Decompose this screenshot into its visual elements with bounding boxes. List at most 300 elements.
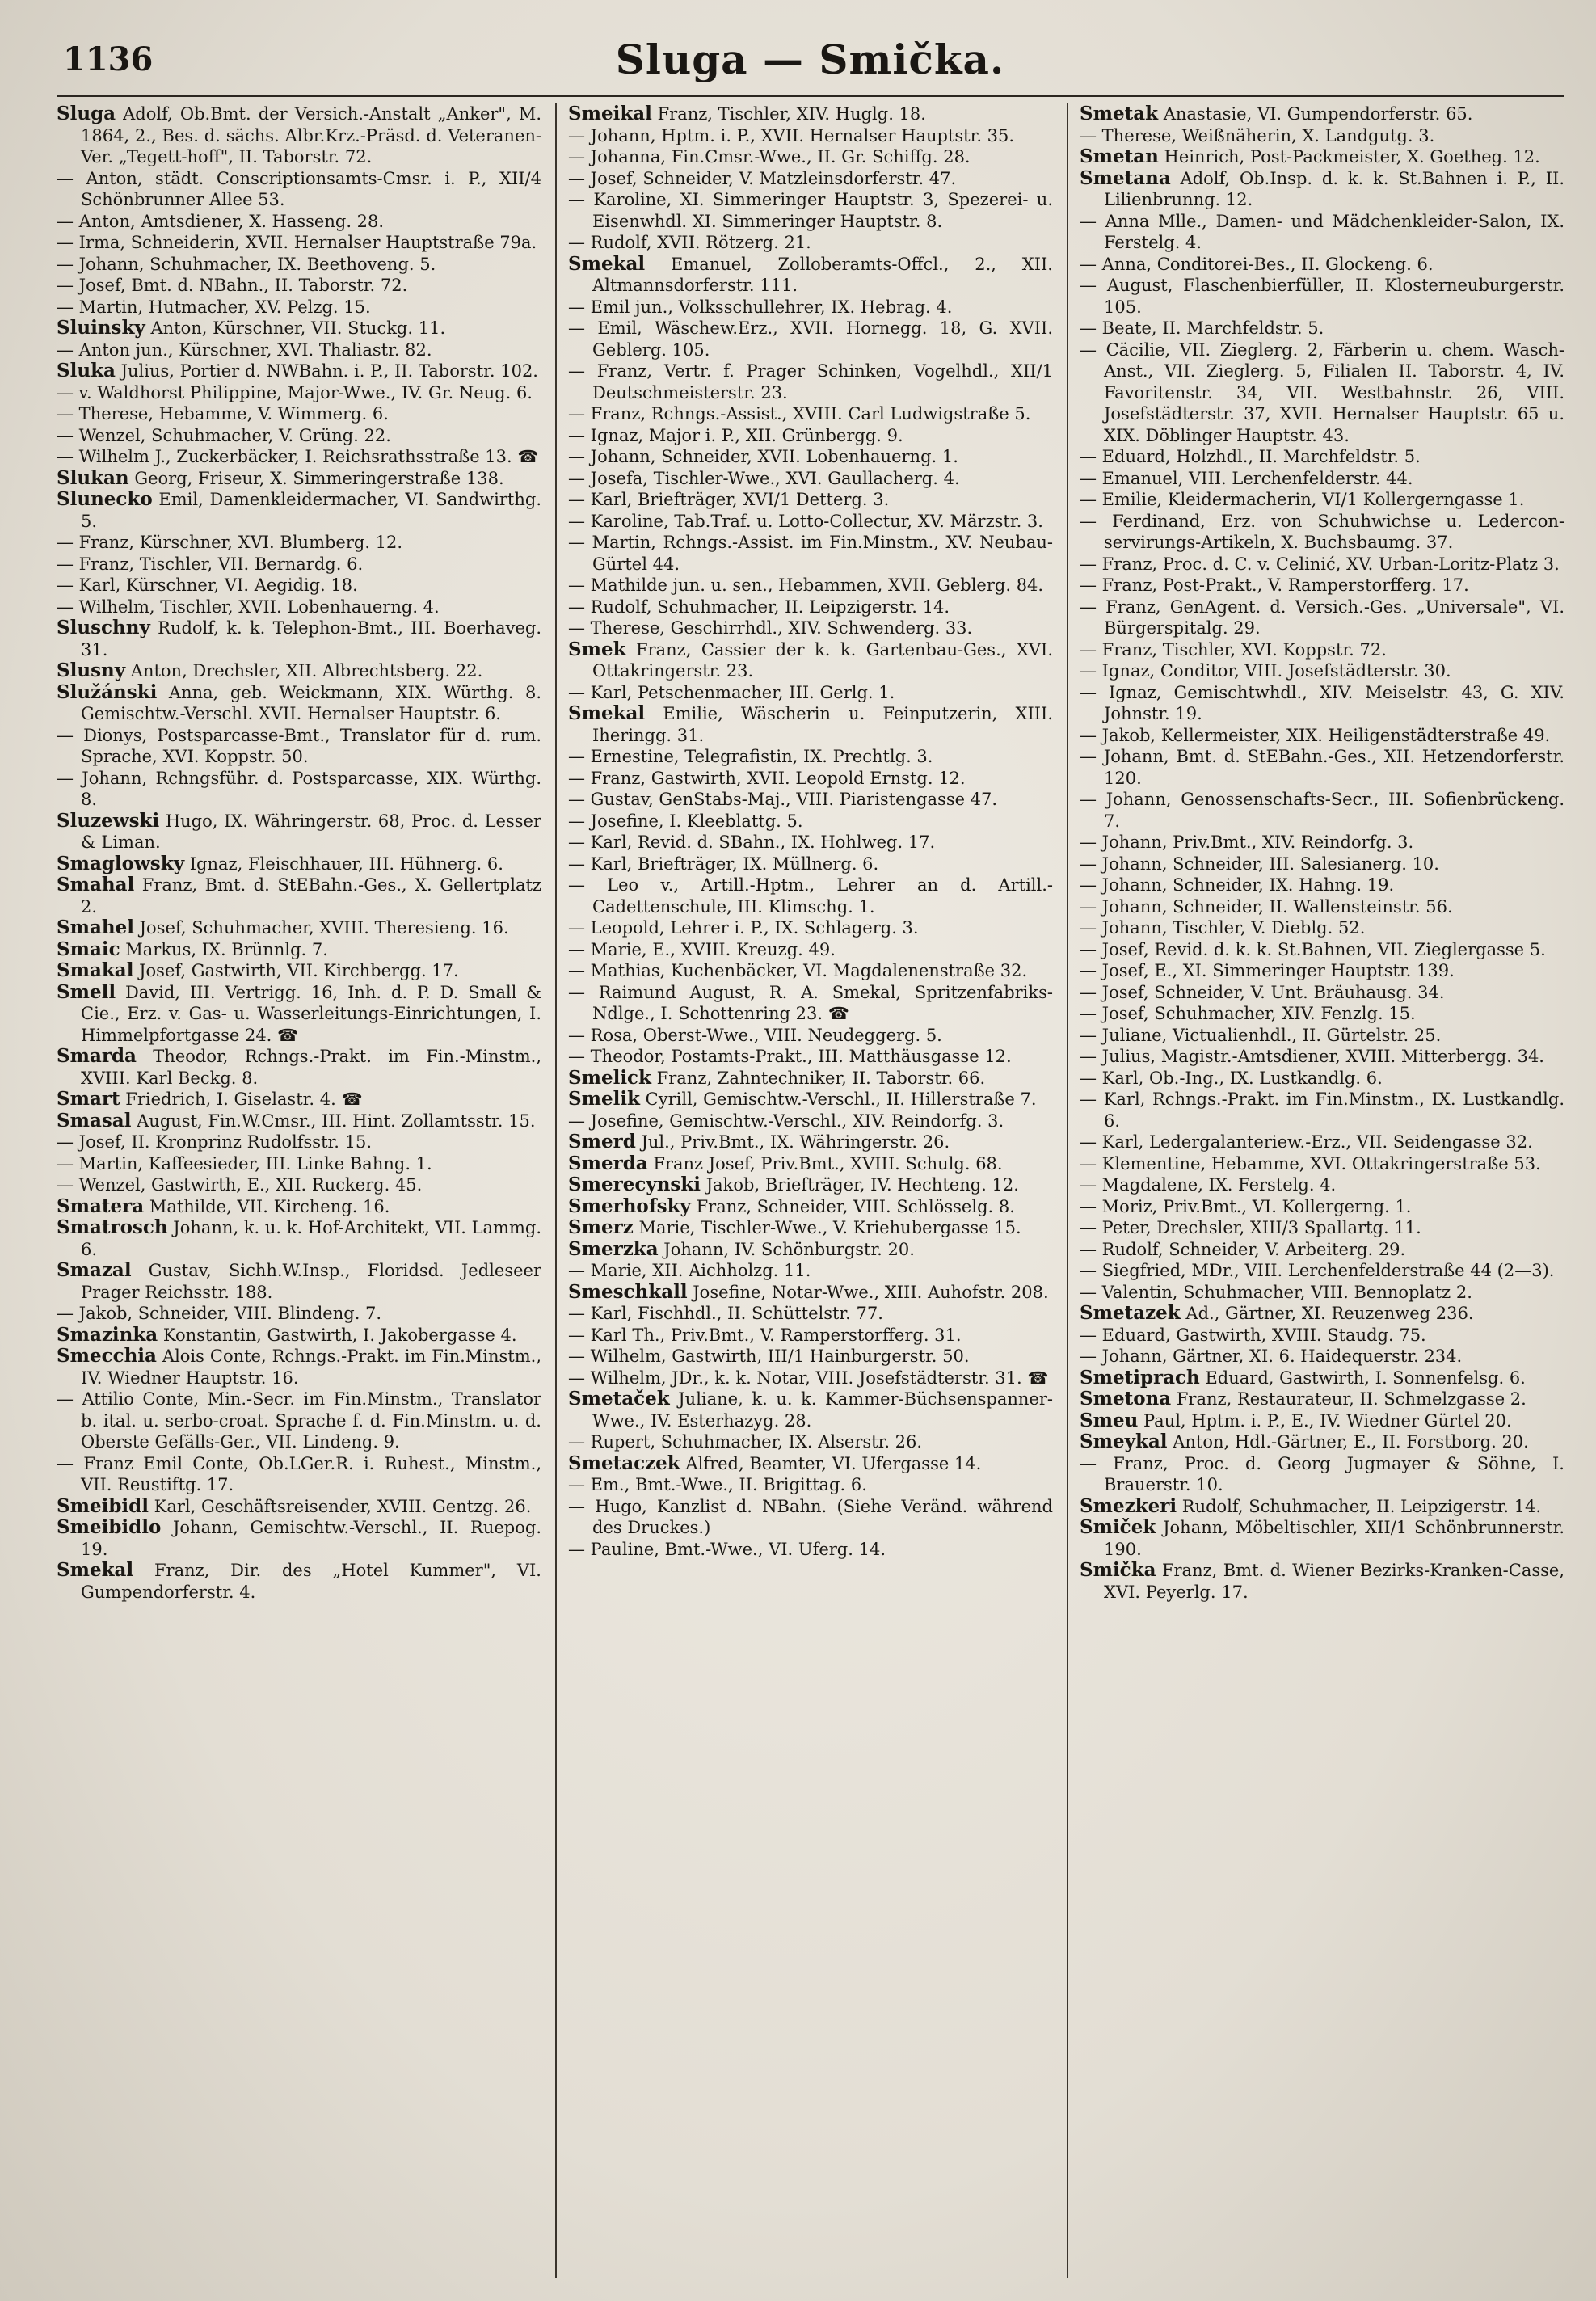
- entry-surname: Smeu: [1080, 1409, 1139, 1431]
- entry-text: Cyrill, Gemischtw.-Verschl., II. Hillerstraße 7.: [640, 1089, 1037, 1109]
- directory-entry: [1080, 1346, 1564, 1368]
- entry-surname: Smatera: [57, 1195, 145, 1217]
- entry-text: — Anton jun., Kürschner, XVI. Thaliastr. 82.: [57, 339, 432, 360]
- entry-text: — Karl, Kürschner, VI. Aegidig. 18.: [57, 575, 358, 595]
- entry-text: Johann, Gemischtw.-Verschl., II. Ruepog. 19.: [81, 1518, 541, 1559]
- entry-text: — Ignaz, Conditor, VIII. Josefstädterstr. 30.: [1080, 661, 1451, 681]
- entry-text: — Johann, Schneider, IX. Hahng. 19.: [1080, 875, 1395, 895]
- directory-entry: [1080, 896, 1564, 918]
- directory-entry: [57, 982, 541, 1047]
- directory-entry: [568, 254, 1053, 297]
- directory-entry: [1080, 789, 1564, 832]
- entry-text: — Ignaz, Gemischtwhdl., XIV. Meiselstr. 43, G. XIV. Johnstr. 19.: [1080, 682, 1564, 723]
- entry-text: — Gustav, GenStabs-Maj., VIII. Piaristengasse 47.: [568, 790, 998, 809]
- column-1: [57, 103, 541, 2278]
- entry-text: — Wilhelm, Tischler, XVII. Lobenhauerng. 4.: [57, 596, 440, 617]
- directory-entry: [568, 1110, 1053, 1132]
- directory-entry: [568, 1132, 1053, 1153]
- entry-text: Alfred, Beamter, VI. Ufergasse 14.: [680, 1453, 982, 1473]
- entry-text: — Ernestine, Telegrafistin, IX. Prechtlg. 3.: [568, 747, 933, 766]
- column-divider: [1067, 103, 1068, 2278]
- entry-surname: Slusny: [57, 660, 126, 681]
- directory-entry: [57, 1089, 541, 1110]
- directory-entry: [57, 1174, 541, 1196]
- entry-text: — Marie, E., XVIII. Kreuzg. 49.: [568, 939, 836, 959]
- directory-entry: [1080, 1431, 1564, 1453]
- directory-entry: [568, 789, 1053, 811]
- entry-surname: Smatrosch: [57, 1216, 168, 1238]
- directory-entry: [1080, 660, 1564, 682]
- entry-text: — Johann, Schuhmacher, IX. Beethoveng. 5.: [57, 254, 436, 274]
- directory-entry: [568, 939, 1053, 961]
- directory-entry: [57, 211, 541, 233]
- entry-surname: Smekal: [568, 252, 646, 275]
- directory-entry: [1080, 1410, 1564, 1432]
- entry-text: — Franz, Vertr. f. Prager Schinken, Vogelhdl., XII/1 Deutschmeisterstr. 23.: [568, 361, 1053, 402]
- entry-text: — Karl, Revid. d. SBahn., IX. Hohlweg. 17.: [568, 832, 936, 852]
- entry-surname: Smeikal: [568, 103, 652, 124]
- entry-text: — Emilie, Kleidermacherin, VI/1 Kollergerngasse 1.: [1080, 490, 1525, 509]
- directory-entry: [568, 617, 1053, 639]
- directory-entry: [568, 1174, 1053, 1196]
- directory-entry: [57, 660, 541, 682]
- directory-entry: [1080, 725, 1564, 747]
- directory-entry: [1080, 1003, 1564, 1025]
- directory-entry: [57, 575, 541, 596]
- entry-surname: Smek: [568, 638, 626, 660]
- entry-text: Franz, Cassier der k. k. Gartenbau-Ges., XVI. Ottakringerstr. 23.: [592, 639, 1053, 681]
- entry-text: — Valentin, Schuhmacher, VIII. Bennoplatz 2.: [1080, 1282, 1472, 1302]
- directory-entry: [568, 1496, 1053, 1539]
- directory-entry: [57, 489, 541, 532]
- entry-text: — Cäcilie, VII. Zieglerg. 2, Färberin u. chem. Wasch-Anst., VII. Zieglerg. 5, Filialen II. Taborstr. 4, IV. Favoritenstr. 34, VII. Westbahnstr. 26, VIII. Josefstädterstr. 37, XVII. Hernalser Hauptstr. 65 u. XIX. Döblinger Hauptstr. 43.: [1080, 339, 1564, 445]
- directory-entry: [568, 1325, 1053, 1346]
- entry-text: Emilie, Wäscherin u. Feinputzerin, XIII. Iheringg. 31.: [592, 704, 1053, 745]
- entry-text: Adolf, Ob.Insp. d. k. k. St.Bahnen i. P., II. Lilienbrunng. 12.: [1104, 168, 1564, 209]
- directory-entry: [57, 360, 541, 382]
- entry-text: — Franz, Tischler, VII. Bernardg. 6.: [57, 554, 364, 574]
- entry-text: — Johann, Schneider, III. Salesianerg. 10.: [1080, 853, 1439, 874]
- directory-entry: [57, 232, 541, 254]
- entry-surname: Smetaczek: [568, 1452, 680, 1474]
- entry-text: Josef, Gastwirth, VII. Kirchbergg. 17.: [133, 961, 459, 980]
- entry-text: — Johann, Priv.Bmt., XIV. Reindorfg. 3.: [1080, 832, 1414, 852]
- entry-surname: Smetan: [1080, 145, 1159, 167]
- directory-entry: [57, 318, 541, 339]
- directory-entry: [568, 639, 1053, 682]
- entry-text: — Martin, Hutmacher, XV. Pelzg. 15.: [57, 297, 371, 317]
- entry-text: — Leopold, Lehrer i. P., IX. Schlagerg. 3.: [568, 918, 919, 938]
- entry-text: Anastasie, VI. Gumpendorferstr. 65.: [1158, 104, 1473, 124]
- directory-entry: [1080, 168, 1564, 211]
- entry-text: — Franz Emil Conte, Ob.LGer.R. i. Ruhest., Minstm., VII. Reustiftg. 17.: [57, 1453, 541, 1494]
- directory-entry: [568, 425, 1053, 447]
- entry-surname: Slunecko: [57, 488, 153, 510]
- entry-text: Anton, Drechsler, XII. Albrechtsberg. 22.: [125, 661, 483, 681]
- entry-text: Jakob, Briefträger, IV. Hechteng. 12.: [701, 1175, 1019, 1195]
- entry-text: Eduard, Gastwirth, I. Sonnenfelsg. 6.: [1199, 1368, 1526, 1388]
- entry-text: Ignaz, Fleischhauer, III. Hühnerg. 6.: [184, 853, 503, 874]
- entry-surname: Smart: [57, 1088, 120, 1110]
- entry-surname: Sluga: [57, 103, 116, 124]
- entry-text: — Attilio Conte, Min.-Secr. im Fin.Minstm., Translator b. ital. u. serbo-croat. Sprache f. d. Fin.Minstm. u. d. Oberste Gefälls-Ger., VII. Lindeng. 9.: [57, 1389, 541, 1452]
- directory-entry: [1080, 275, 1564, 318]
- directory-entry: [1080, 468, 1564, 490]
- directory-entry: [568, 1389, 1053, 1431]
- directory-entry: [568, 1260, 1053, 1282]
- entry-text: — Ferdinand, Erz. von Schuhwichse u. Lederconservirungs-Artikeln, X. Buchsbaumg. 37.: [1080, 511, 1564, 552]
- entry-text: — Therese, Geschirrhdl., XIV. Schwenderg. 33.: [568, 618, 973, 638]
- directory-entry: [568, 768, 1053, 790]
- entry-surname: Smerd: [568, 1131, 636, 1153]
- directory-entry: [568, 297, 1053, 318]
- entry-text: — Magdalene, IX. Ferstelg. 4.: [1080, 1175, 1337, 1195]
- directory-entry: [568, 1217, 1053, 1239]
- entry-text: Hugo, IX. Währingerstr. 68, Proc. d. Lesser & Liman.: [81, 811, 541, 852]
- directory-entry: [568, 703, 1053, 746]
- entry-text: — Johann, Gärtner, XI. 6. Haidequerstr. 234.: [1080, 1346, 1463, 1366]
- entry-text: — Jakob, Kellermeister, XIX. Heiligenstädterstraße 49.: [1080, 725, 1551, 745]
- entry-text: — Leo v., Artill.-Hptm., Lehrer an d. Artill.-Cadettenschule, III. Klimschg. 1.: [568, 875, 1053, 917]
- directory-entry: [1080, 1025, 1564, 1047]
- entry-text: Jul., Priv.Bmt., IX. Währingerstr. 26.: [635, 1132, 950, 1152]
- directory-entry: [57, 1153, 541, 1175]
- entry-text: Friedrich, I. Giselastr. 4. ☎: [120, 1089, 363, 1109]
- entry-text: Georg, Friseur, X. Simmeringerstraße 138.: [128, 468, 504, 488]
- entry-surname: Smecchia: [57, 1345, 157, 1367]
- entry-text: Emil, Damenkleidermacher, VI. Sandwirthg. 5.: [81, 490, 541, 531]
- entry-text: — Beate, II. Marchfeldstr. 5.: [1080, 318, 1324, 338]
- entry-text: Ad., Gärtner, XI. Reuzenweg 236.: [1180, 1304, 1474, 1323]
- directory-entry: [568, 532, 1053, 575]
- entry-text: — Martin, Kaffeesieder, III. Linke Bahng. 1.: [57, 1153, 432, 1174]
- directory-entry: [568, 360, 1053, 403]
- entry-text: — Eduard, Gastwirth, XVIII. Staudg. 75.: [1080, 1325, 1426, 1345]
- entry-text: Gustav, Sichh.W.Insp., Floridsd. Jedleseer Prager Reichsstr. 188.: [81, 1261, 541, 1302]
- directory-entry: [57, 960, 541, 982]
- entry-text: — Franz, Proc. d. Georg Jugmayer & Söhne, I. Brauerstr. 10.: [1080, 1453, 1564, 1494]
- directory-entry: [568, 1474, 1053, 1496]
- directory-entry: [1080, 746, 1564, 789]
- directory-entry: [57, 1496, 541, 1518]
- directory-entry: [1080, 446, 1564, 468]
- directory-entry: [568, 1046, 1053, 1068]
- entry-surname: Sluka: [57, 360, 116, 381]
- entry-text: — Therese, Weißnäherin, X. Landgutg. 3.: [1080, 125, 1435, 145]
- entry-text: — Irma, Schneiderin, XVII. Hernalser Hauptstraße 79a.: [57, 233, 537, 252]
- directory-entry: [568, 1303, 1053, 1325]
- entry-text: Julius, Portier d. NWBahn. i. P., II. Taborstr. 102.: [115, 361, 538, 381]
- directory-entry: [1080, 211, 1564, 254]
- entry-surname: Smaglowsky: [57, 852, 185, 874]
- entry-text: Adolf, Ob.Bmt. der Versich.-Anstalt „Anker", M. 1864, 2., Bes. d. sächs. Albr.Krz.-Präsd. d. Veteranen-Ver. „Tegett-hoff", II. Taborstr. 72.: [81, 104, 541, 166]
- entry-text: — Johann, Hptm. i. P., XVII. Hernalser Hauptstr. 35.: [568, 125, 1015, 145]
- entry-surname: Smerda: [568, 1152, 648, 1174]
- directory-entry: [57, 425, 541, 447]
- directory-entry: [57, 1517, 541, 1560]
- directory-entry: [1080, 639, 1564, 661]
- entry-text: — Johann, Bmt. d. StEBahn.-Ges., XII. Hetzendorferstr. 120.: [1080, 747, 1564, 788]
- entry-text: — Karl, Petschenmacher, III. Gerlg. 1.: [568, 682, 895, 702]
- entry-surname: Smazinka: [57, 1323, 158, 1346]
- directory-entry: [1080, 318, 1564, 339]
- entry-text: — Wenzel, Gastwirth, E., XII. Ruckerg. 45.: [57, 1175, 423, 1195]
- entry-text: Johann, IV. Schönburgstr. 20.: [658, 1239, 915, 1259]
- directory-entry: [568, 232, 1053, 254]
- directory-entry: [57, 339, 541, 361]
- entry-text: Franz, Schneider, VIII. Schlösselg. 8.: [690, 1196, 1015, 1216]
- directory-entry: [57, 596, 541, 618]
- directory-entry: [57, 874, 541, 917]
- entry-text: Rudolf, k. k. Telephon-Bmt., III. Boerhaveg. 31.: [81, 618, 541, 660]
- entry-surname: Smazal: [57, 1259, 132, 1281]
- entry-surname: Smakal: [57, 959, 134, 981]
- directory-entry: [568, 1025, 1053, 1047]
- directory-entry: [1080, 1153, 1564, 1175]
- entry-text: Anton, Hdl.-Gärtner, E., II. Forstborg. 20.: [1167, 1432, 1529, 1452]
- entry-surname: Smeibidl: [57, 1494, 149, 1517]
- directory-entry: [1080, 1174, 1564, 1196]
- entry-text: Franz, Restaurateur, II. Schmelzgasse 2.: [1171, 1389, 1527, 1409]
- column-2: [568, 103, 1053, 2278]
- entry-surname: Smasal: [57, 1109, 132, 1132]
- entry-text: — Wilhelm, JDr., k. k. Notar, VIII. Josefstädterstr. 31. ☎: [568, 1368, 1049, 1388]
- entry-surname: Služánski: [57, 681, 158, 703]
- entry-text: Mathilde, VII. Kircheng. 16.: [144, 1196, 390, 1216]
- directory-entry: [1080, 939, 1564, 961]
- entry-text: — Theodor, Postamts-Prakt., III. Matthäusgasse 12.: [568, 1047, 1012, 1066]
- entry-text: — Franz, Gastwirth, XVII. Leopold Ernstg. 12.: [568, 768, 966, 788]
- entry-text: — Franz, Tischler, XVI. Koppstr. 72.: [1080, 639, 1387, 660]
- directory-entry: [1080, 1560, 1564, 1603]
- directory-entry: [1080, 1068, 1564, 1089]
- entry-text: — Wenzel, Schuhmacher, V. Grüng. 22.: [57, 425, 391, 445]
- entry-text: — Emil jun., Volksschullehrer, IX. Hebrag. 4.: [568, 297, 953, 317]
- entry-text: — Josefine, I. Kleeblattg. 5.: [568, 811, 803, 831]
- directory-entry: [1080, 1132, 1564, 1153]
- entry-text: — Juliane, Victualienhdl., II. Gürtelstr. 25.: [1080, 1025, 1442, 1045]
- entry-text: Karl, Geschäftsreisender, XVIII. Gentzg. 26.: [148, 1496, 532, 1516]
- directory-entry: [1080, 125, 1564, 147]
- directory-entry: [57, 1110, 541, 1132]
- entry-surname: Sluinsky: [57, 317, 145, 339]
- directory-entry: [57, 532, 541, 554]
- directory-entry: [1080, 1453, 1564, 1496]
- entry-text: — Franz, Post-Prakt., V. Ramperstorfferg. 17.: [1080, 575, 1469, 595]
- directory-entry: [57, 1453, 541, 1496]
- directory-entry: [57, 1346, 541, 1389]
- directory-entry: [57, 1196, 541, 1218]
- entry-surname: Smerecynski: [568, 1174, 701, 1195]
- directory-entry: [57, 1389, 541, 1453]
- entry-text: — Karoline, XI. Simmeringer Hauptstr. 3, Spezerei- u. Eisenwhdl. XI. Simmeringer Hauptstr. 8.: [568, 190, 1053, 231]
- directory-entry: [1080, 982, 1564, 1004]
- directory-entry: [1080, 554, 1564, 575]
- column-3: [1080, 103, 1564, 2278]
- entry-surname: Smetana: [1080, 166, 1171, 189]
- entry-surname: Smelik: [568, 1088, 640, 1110]
- entry-text: Franz, Bmt. d. Wiener Bezirks-Kranken-Casse, XVI. Peyerlg. 17.: [1104, 1561, 1564, 1602]
- entry-text: — Peter, Drechsler, XIII/3 Spallartg. 11.: [1080, 1218, 1421, 1237]
- directory-entry: [1080, 1325, 1564, 1346]
- directory-entry: [57, 725, 541, 768]
- entry-text: — Rupert, Schuhmacher, IX. Alserstr. 26.: [568, 1432, 923, 1452]
- entry-text: — Karoline, Tab.Traf. u. Lotto-Collectur, XV. Märzstr. 3.: [568, 511, 1043, 531]
- directory-entry: [568, 917, 1053, 939]
- directory-entry: [1080, 1517, 1564, 1560]
- directory-entry: [1080, 832, 1564, 853]
- directory-entry: [1080, 489, 1564, 511]
- directory-entry: [568, 489, 1053, 511]
- directory-entry: [57, 382, 541, 404]
- entry-surname: Smell: [57, 980, 116, 1003]
- directory-entry: [1080, 682, 1564, 725]
- directory-entry: [568, 960, 1053, 982]
- entry-text: — Johann, Tischler, V. Dieblg. 52.: [1080, 918, 1366, 938]
- entry-surname: Smahal: [57, 874, 135, 896]
- directory-entry: [568, 468, 1053, 490]
- entry-text: Heinrich, Post-Packmeister, X. Goetheg. 12.: [1158, 147, 1540, 166]
- entry-text: — Eduard, Holzhdl., II. Marchfeldstr. 5.: [1080, 447, 1421, 466]
- directory-entry: [57, 168, 541, 211]
- directory-entry: [57, 1217, 541, 1260]
- entry-text: — Josef, Schneider, V. Matzleinsdorferstr. 47.: [568, 168, 957, 188]
- entry-text: Franz Josef, Priv.Bmt., XVIII. Schulg. 68.: [647, 1153, 1003, 1174]
- directory-entry: [1080, 1282, 1564, 1304]
- entry-surname: Smezkeri: [1080, 1494, 1177, 1517]
- directory-entry: [568, 168, 1053, 190]
- directory-entry: [568, 682, 1053, 704]
- directory-entry: [568, 1239, 1053, 1261]
- entry-text: Juliane, k. u. k. Kammer-Büchsenspanner-Wwe., IV. Esterhazyg. 28.: [592, 1389, 1053, 1431]
- entry-text: — Klementine, Hebamme, XVI. Ottakringerstraße 53.: [1080, 1153, 1541, 1174]
- entry-surname: Sluschny: [57, 617, 150, 638]
- entry-surname: Smetona: [1080, 1388, 1172, 1410]
- directory-entry: [1080, 1217, 1564, 1239]
- entry-text: — Franz, GenAgent. d. Versich.-Ges. „Universale", VI. Bürgerspitalg. 29.: [1080, 596, 1564, 638]
- directory-entry: [1080, 575, 1564, 596]
- entry-text: — Anna, Conditorei-Bes., II. Glockeng. 6.: [1080, 254, 1434, 274]
- directory-entry: [1080, 874, 1564, 896]
- entry-text: — Josef, II. Kronprinz Rudolfsstr. 15.: [57, 1132, 372, 1152]
- directory-entry: [568, 1453, 1053, 1475]
- page-header: [57, 31, 1564, 97]
- entry-text: — Josefa, Tischler-Wwe., XVI. Gaullacherg. 4.: [568, 468, 960, 488]
- entry-text: — Karl, Briefträger, IX. Müllnerg. 6.: [568, 853, 879, 874]
- entry-text: Theodor, Rchngs.-Prakt. im Fin.-Minstm., XVIII. Karl Beckg. 8.: [81, 1047, 541, 1088]
- entry-text: Anton, Kürschner, VII. Stuckg. 11.: [145, 318, 446, 338]
- directory-entry: [1080, 1496, 1564, 1518]
- entry-text: — Karl Th., Priv.Bmt., V. Ramperstorfferg. 31.: [568, 1325, 962, 1345]
- entry-surname: Sluzewski: [57, 809, 160, 832]
- directory-entry: [1080, 146, 1564, 168]
- entry-text: — Emanuel, VIII. Lerchenfelderstr. 44.: [1080, 468, 1413, 488]
- entry-text: — Johanna, Fin.Cmsr.-Wwe., II. Gr. Schiffg. 28.: [568, 147, 971, 166]
- entry-surname: Smetiprach: [1080, 1366, 1200, 1389]
- entry-text: Emanuel, Zolloberamts-Offcl., 2., XII. Altmannsdorferstr. 111.: [592, 254, 1053, 295]
- entry-text: — Karl, Fischhdl., II. Schüttelstr. 77.: [568, 1304, 883, 1323]
- directory-entry: [568, 125, 1053, 147]
- directory-entry: [1080, 339, 1564, 447]
- directory-entry: [568, 1368, 1053, 1389]
- entry-text: — Raimund August, R. A. Smekal, Spritzenfabriks-Ndlge., I. Schottenring 23. ☎: [568, 982, 1053, 1023]
- directory-entry: [57, 1560, 541, 1603]
- directory-entry: [1080, 1303, 1564, 1325]
- entry-text: Rudolf, Schuhmacher, II. Leipzigerstr. 14.: [1177, 1496, 1542, 1516]
- directory-entry: [1080, 511, 1564, 554]
- entry-text: — Julius, Magistr.-Amtsdiener, XVIII. Mitterbergg. 34.: [1080, 1047, 1544, 1066]
- directory-entry: [568, 446, 1053, 468]
- directory-entry: [1080, 1196, 1564, 1218]
- directory-entry: [57, 468, 541, 490]
- directory-entry: [568, 318, 1053, 360]
- directory-entry: [1080, 1089, 1564, 1132]
- entry-surname: Smička: [1080, 1559, 1156, 1581]
- entry-text: — Therese, Hebamme, V. Wimmerg. 6.: [57, 404, 389, 424]
- entry-text: — Pauline, Bmt.-Wwe., VI. Uferg. 14.: [568, 1539, 886, 1559]
- entry-text: — Em., Bmt.-Wwe., II. Brigittag. 6.: [568, 1475, 867, 1494]
- entry-text: — Rosa, Oberst-Wwe., VIII. Neudeggerg. 5.: [568, 1025, 942, 1045]
- directory-entry: [57, 275, 541, 297]
- entry-text: — Josef, Schuhmacher, XIV. Fenzlg. 15.: [1080, 1004, 1416, 1023]
- entry-surname: Smeschkall: [568, 1280, 688, 1303]
- entry-text: — Rudolf, Schuhmacher, II. Leipzigerstr. 14.: [568, 596, 950, 617]
- directory-entry: [57, 1325, 541, 1346]
- directory-entry: [1080, 1389, 1564, 1410]
- entry-text: — Martin, Rchngs.-Assist. im Fin.Minstm., XV. Neubau-Gürtel 44.: [568, 533, 1053, 574]
- directory-entry: [568, 403, 1053, 425]
- directory-entry: [1080, 853, 1564, 875]
- entry-text: — Franz, Rchngs.-Assist., XVIII. Carl Ludwigstraße 5.: [568, 404, 1031, 424]
- entry-text: — Mathilde jun. u. sen., Hebammen, XVII. Geblerg. 84.: [568, 575, 1044, 595]
- directory-entry: [57, 768, 541, 811]
- entry-text: Johann, k. u. k. Hof-Architekt, VII. Lammg. 6.: [81, 1218, 541, 1259]
- directory-entry: [568, 1089, 1053, 1110]
- entry-surname: Slukan: [57, 466, 129, 489]
- directory-entry: [568, 1346, 1053, 1368]
- entry-text: — Josef, Bmt. d. NBahn., II. Taborstr. 72.: [57, 276, 408, 295]
- entry-surname: Smerzka: [568, 1237, 659, 1260]
- directory-entry: [568, 1068, 1053, 1089]
- entry-text: — Hugo, Kanzlist d. NBahn. (Siehe Veränd. während des Druckes.): [568, 1496, 1053, 1537]
- entry-text: — Josefine, Gemischtw.-Verschl., XIV. Reindorfg. 3.: [568, 1110, 1004, 1131]
- running-head: Sluga — Smička.: [615, 36, 1005, 83]
- directory-entry: [57, 853, 541, 875]
- entry-surname: Smetak: [1080, 103, 1159, 124]
- entry-text: — Johann, Schneider, XVII. Lobenhauerng. 1.: [568, 447, 958, 466]
- entry-text: — Anna Mlle., Damen- und Mädchenkleider-Salon, IX. Ferstelg. 4.: [1080, 211, 1564, 252]
- entry-text: Franz, Zahntechniker, II. Taborstr. 66.: [651, 1068, 986, 1088]
- directory-entry: [1080, 596, 1564, 639]
- directory-entry: [568, 1153, 1053, 1175]
- directory-entry: [568, 746, 1053, 768]
- entry-text: — August, Flaschenbierfüller, II. Klosterneuburgerstr. 105.: [1080, 276, 1564, 317]
- entry-text: — Anton, städt. Conscriptionsamts-Cmsr. i. P., XII/4 Schönbrunner Allee 53.: [57, 168, 541, 209]
- directory-entry: [1080, 254, 1564, 276]
- directory-entry: [1080, 1046, 1564, 1068]
- entry-text: — Ignaz, Major i. P., XII. Grünbergg. 9.: [568, 425, 903, 445]
- entry-surname: Smaic: [57, 938, 120, 960]
- entry-text: — Karl, Ob.-Ing., IX. Lustkandlg. 6.: [1080, 1068, 1383, 1088]
- directory-entry: [1080, 1260, 1564, 1282]
- entry-text: — Rudolf, XVII. Rötzerg. 21.: [568, 233, 811, 252]
- directory-entry: [57, 939, 541, 961]
- directory-entry: [568, 1539, 1053, 1561]
- directory-entry: [568, 832, 1053, 853]
- entry-surname: Smiček: [1080, 1516, 1156, 1538]
- columns: [57, 103, 1568, 2278]
- entry-text: — v. Waldhorst Philippine, Major-Wwe., IV. Gr. Neug. 6.: [57, 382, 533, 402]
